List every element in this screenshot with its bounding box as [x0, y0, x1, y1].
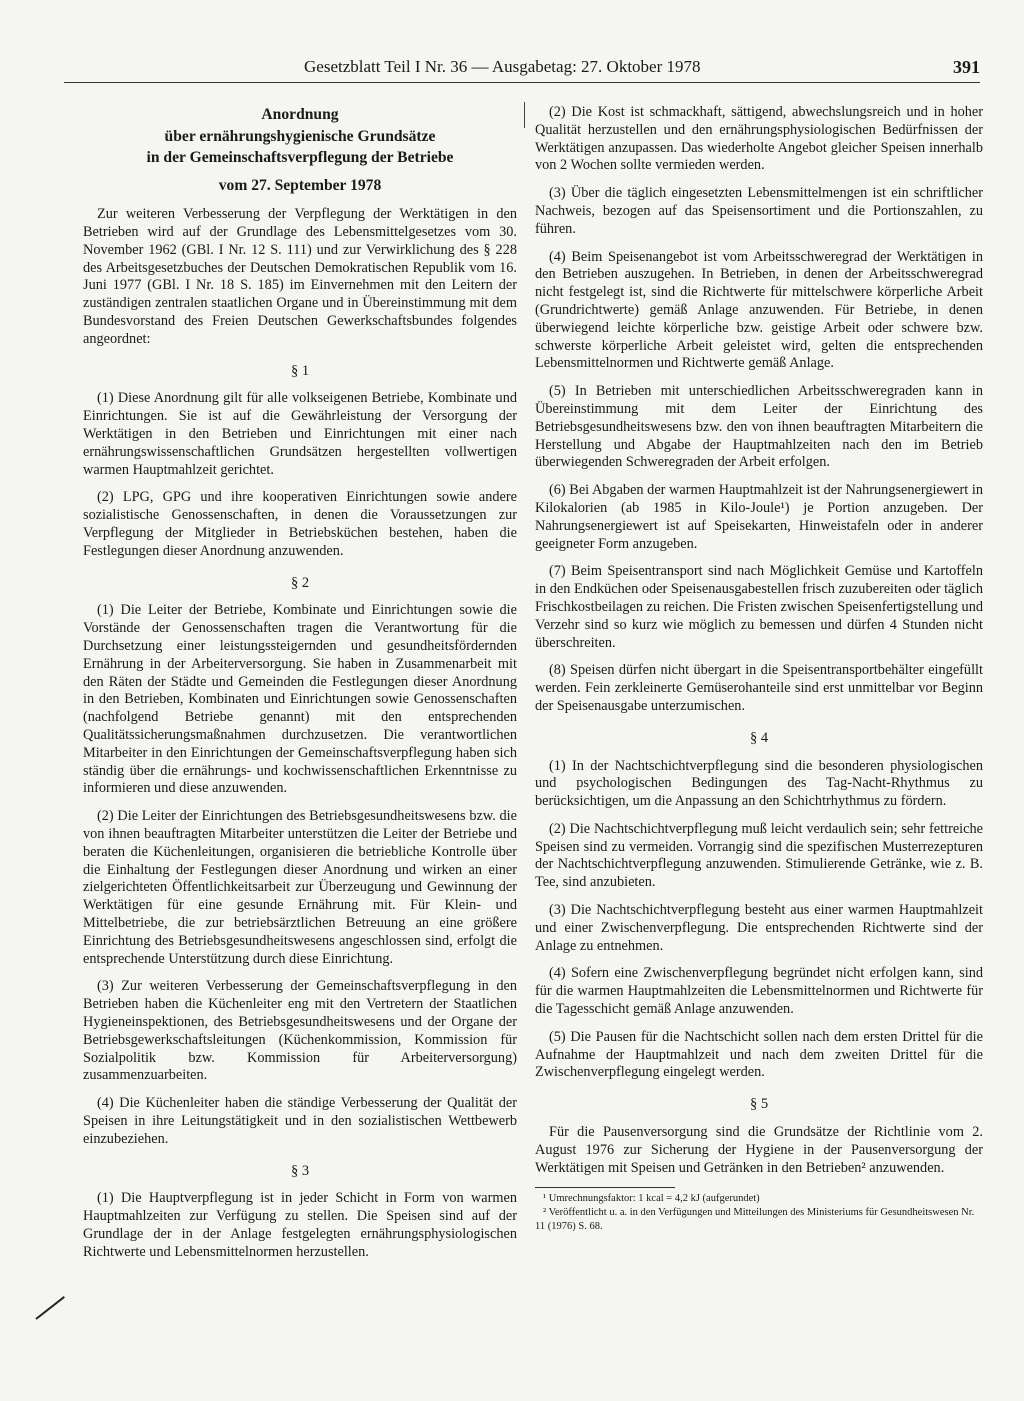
- paragraph: (7) Beim Speisentransport sind nach Möglichkeit Gemüse und Kartoffeln in den Endküchen oder Speisenausgabestellen frisch zuzubereiten oder täglich Frischkostbeilagen zu reichen. Die Fristen zwischen Speisenfertigstellung und Verzehr sind so kurz wie möglich zu bemessen und dürfen 4 Stunden nicht überschreiten.: [535, 563, 983, 651]
- paragraph: (2) Die Nachtschichtverpflegung muß leicht verdaulich sein; sehr fettreiche Speisen sind zu vermeiden. Vorrangig sind die spezifischen Musterrezepturen der Nachtschichtverpflegung anzuwenden. Stimulierende Getränke, wie z. B. Tee, sind anzubieten.: [535, 820, 983, 891]
- column-divider: [524, 102, 525, 128]
- running-title: Gesetzblatt Teil I Nr. 36 — Ausgabetag: 27. Oktober 1978: [304, 57, 701, 76]
- paragraph: (1) Die Leiter der Betriebe, Kombinate und Einrichtungen sowie die Vorstände der Genossenschaften tragen die Verantwortung für die Durchsetzung einer leistungssteigernden und gesundheitsfördernden Ernährung in der Arbeiterversorgung. Sie haben in Zusammenarbeit mit den Räten der Städte und Gemeinden die Festlegungen dieser Anordnung in den Betrieben, Kombinaten und Einrichtungen sowie Genossenschaften (nachfolgend Betriebe genannt) mit den entsprechenden Qualitätssicherungsmaßnahmen durchzusetzen. Die verantwortlichen Mitarbeiter in den Einrichtungen der Gemeinschaftsverpflegung haben sich ständig über die ernährungs- und kochwissenschaftlichen Erkenntnisse zu informieren und diese anzuwenden.: [83, 602, 517, 797]
- paragraph: (2) Die Kost ist schmackhaft, sättigend, abwechslungsreich und in hoher Qualität herzustellen und den ernährungsphysiologischen Bedürfnissen der Werktätigen anzupassen. Das wiederholte Angebot gleicher Speisen innerhalb von 2 Wochen sollte vermieden werden.: [535, 104, 983, 174]
- paragraph: (1) Die Hauptverpflegung ist in jeder Schicht in Form von warmen Hauptmahlzeiten zur Verfügung zu stellen. Die Speisen sind auf der Grundlage der in der Anlage festgelegten ernährungsphysiologischen Richtwerte und Lebensmittelnormen herzustellen.: [83, 1190, 517, 1260]
- paragraph: (8) Speisen dürfen nicht übergart in die Speisentransportbehälter eingefüllt werden. Fein zerkleinerte Gemüserohanteile sind erst unmittelbar vor Beginn der Speisenausgabe unterzumischen.: [535, 662, 983, 714]
- paragraph: (1) Diese Anordnung gilt für alle volkseigenen Betriebe, Kombinate und Einrichtungen. Sie ist auf die Gewährleistung der Versorgung der Werktätigen in den Betrieben und Einrichtungen mit einer nach ernährungswissenschaftlichen Grundsätzen hergestellten vollwertigen warmen Hauptmahlzeit gerichtet.: [83, 390, 517, 478]
- pen-mark: [35, 1296, 65, 1320]
- paragraph: Für die Pausenversorgung sind die Grundsätze der Richtlinie vom 2. August 1976 zur Sicherung der Hygiene in der Pausenversorgung der Werktätigen mit Speisen und Getränken in den Betrieben² anzuwenden.: [535, 1124, 983, 1176]
- left-column: [83, 104, 517, 1272]
- document-title: [83, 104, 517, 169]
- page-number: 391: [953, 57, 980, 77]
- section-heading: § 4: [749, 729, 769, 746]
- paragraph: (6) Bei Abgaben der warmen Hauptmahlzeit ist der Nahrungsenergiewert in Kilokalorien (ab 1985 in Kilo-Joule¹) je Portion anzugeben. Der Nahrungsenergiewert ist auf Speisekarten, Hinweistafeln oder in anderer geeigneter Form anzugeben.: [535, 482, 983, 552]
- paragraph: (4) Die Küchenleiter haben die ständige Verbesserung der Qualität der Speisen in ihre Leitungstätigkeit und in den sozialistischen Wettbewerb einzubeziehen.: [83, 1095, 517, 1147]
- section-heading: § 1: [290, 362, 310, 379]
- section-heading: § 3: [290, 1162, 310, 1179]
- footnote: ² Veröffentlicht u. a. in den Verfügungen und Mitteilungen des Ministeriums für Gesundheitswesen Nr. 11 (1976) S. 68.: [535, 1207, 975, 1233]
- paragraph: (3) Über die täglich eingesetzten Lebensmittelmengen ist ein schriftlicher Nachweis, bezogen auf das Speisensortiment und die Portionszahlen, zu führen.: [535, 185, 983, 237]
- paragraph: (2) LPG, GPG und ihre kooperativen Einrichtungen sowie andere sozialistische Genossenschaften, in denen die Voraussetzungen zur Verpflegung der Mitglieder in Betriebsküchen bestehen, haben die Festlegungen dieser Anordnung anzuwenden.: [83, 489, 517, 559]
- paragraph: (2) Die Leiter der Einrichtungen des Betriebsgesundheitswesens bzw. die von ihnen beauftragten Mitarbeiter unterstützen die Leiter der Betriebe und beraten die Küchenleitungen, organisieren die betriebliche Kontrolle über die Einhaltung der Festlegungen dieser Anordnung und wirken an einer zielgerichteten Öffentlichkeitsarbeit zur Überzeugung und Gewinnung der Werktätigen für eine gesunde Ernährung mit. Für Klein- und Mittelbetriebe, die zur betriebsärztlichen Betreuung an eine größere Einrichtung des Betriebsgesundheitswesens angeschlossen sind, erfolgt die entsprechende Unterstützung durch diese Einrichtung.: [83, 808, 517, 967]
- paragraph: (3) Zur weiteren Verbesserung der Gemeinschaftsverpflegung in den Betrieben haben die Küchenleiter eng mit den Vertretern der Staatlichen Hygieneinspektionen, des Betriebsgesundheitswesens und der Organe der Betriebsgewerkschaftsleitungen (Küchenkommission, Kommission für Sozialpolitik bzw. Kommission für Arbeiterversorgung) zusammenzuarbeiten.: [83, 978, 517, 1084]
- footnote-rule: [535, 1187, 675, 1188]
- preamble: Zur weiteren Verbesserung der Verpflegung der Werktätigen in den Betrieben wird auf der Grundlage des Lebensmittelgesetzes vom 30. November 1962 (GBl. I Nr. 12 S. 111) und zur Verwirklichung des § 228 des Arbeitsgesetzbuches der Deutschen Demokratischen Republik vom 16. Juni 1977 (GBl. I Nr. 18 S. 185) im Einvernehmen mit den Leitern der zuständigen zentralen staatlichen Organe und in Übereinstimmung mit dem Bundesvorstand des Freien Deutschen Gewerkschaftsbundes folgendes angeordnet:: [83, 206, 517, 347]
- section-heading: § 2: [290, 574, 310, 591]
- paragraph: (3) Die Nachtschichtverpflegung besteht aus einer warmen Hauptmahlzeit und einer Zwischenverpflegung. Die entsprechenden Richtwerte sind der Anlage zu entnehmen.: [535, 902, 983, 954]
- paragraph: (4) Beim Speisenangebot ist vom Arbeitsschweregrad der Werktätigen in den Betrieben auszugehen. In Betrieben, in denen der Arbeitsschweregrad nicht festgelegt ist, sind die Richtwerte für mittelschwere körperliche Arbeit (Grundrichtwerte) gemäß Anlage anzuwenden. Für Betriebe, in denen überwiegend leichte körperliche bzw. geistige Arbeit oder schwere bzw. schwerste körperliche Arbeit geleistet wird, gelten die entsprechenden Lebensmittelnormen und Richtwerte gemäß Anlage.: [535, 248, 983, 372]
- paragraph: (5) In Betrieben mit unterschiedlichen Arbeitsschweregraden kann in Übereinstimmung mit dem Leiter der Einrichtung des Betriebsgesundheitswesens bzw. den von ihnen beauftragten Mitarbeitern die Herstellung und Abgabe der Hauptmahlzeiten nach den im Betrieb überwiegenden Schweregraden der Arbeit erfolgen.: [535, 383, 983, 471]
- section-heading: § 5: [749, 1096, 769, 1113]
- paragraph: (1) In der Nachtschichtverpflegung sind die besonderen physiologischen und psychologischen Bedingungen des Tag-Nacht-Rhythmus zu berücksichtigen, um die Anpassung an den Schichtrhythmus zu fördern.: [535, 757, 983, 810]
- title-line: Anordnung: [261, 106, 339, 123]
- footnote: ¹ Umrechnungsfaktor: 1 kcal = 4,2 kJ (aufgerundet): [543, 1193, 760, 1205]
- paragraph: (5) Die Pausen für die Nachtschicht sollen nach dem ersten Drittel für die Aufnahme der Hauptmahlzeit und nach dem zweiten Drittel für die Zwischenverpflegung eingelegt werden.: [535, 1028, 983, 1081]
- document-date: vom 27. September 1978: [218, 176, 382, 194]
- title-line: in der Gemeinschaftsverpflegung der Betriebe: [146, 149, 454, 166]
- title-line: über ernährungshygienische Grundsätze: [164, 127, 436, 145]
- header-rule: [64, 82, 980, 83]
- paragraph: (4) Sofern eine Zwischenverpflegung begründet nicht erfolgen kann, sind für die warmen Hauptmahlzeiten die Lebensmittelnormen und Richtwerte für die Tagesschicht gemäß Anlage anzuwenden.: [535, 965, 983, 1018]
- right-column: [535, 104, 983, 1234]
